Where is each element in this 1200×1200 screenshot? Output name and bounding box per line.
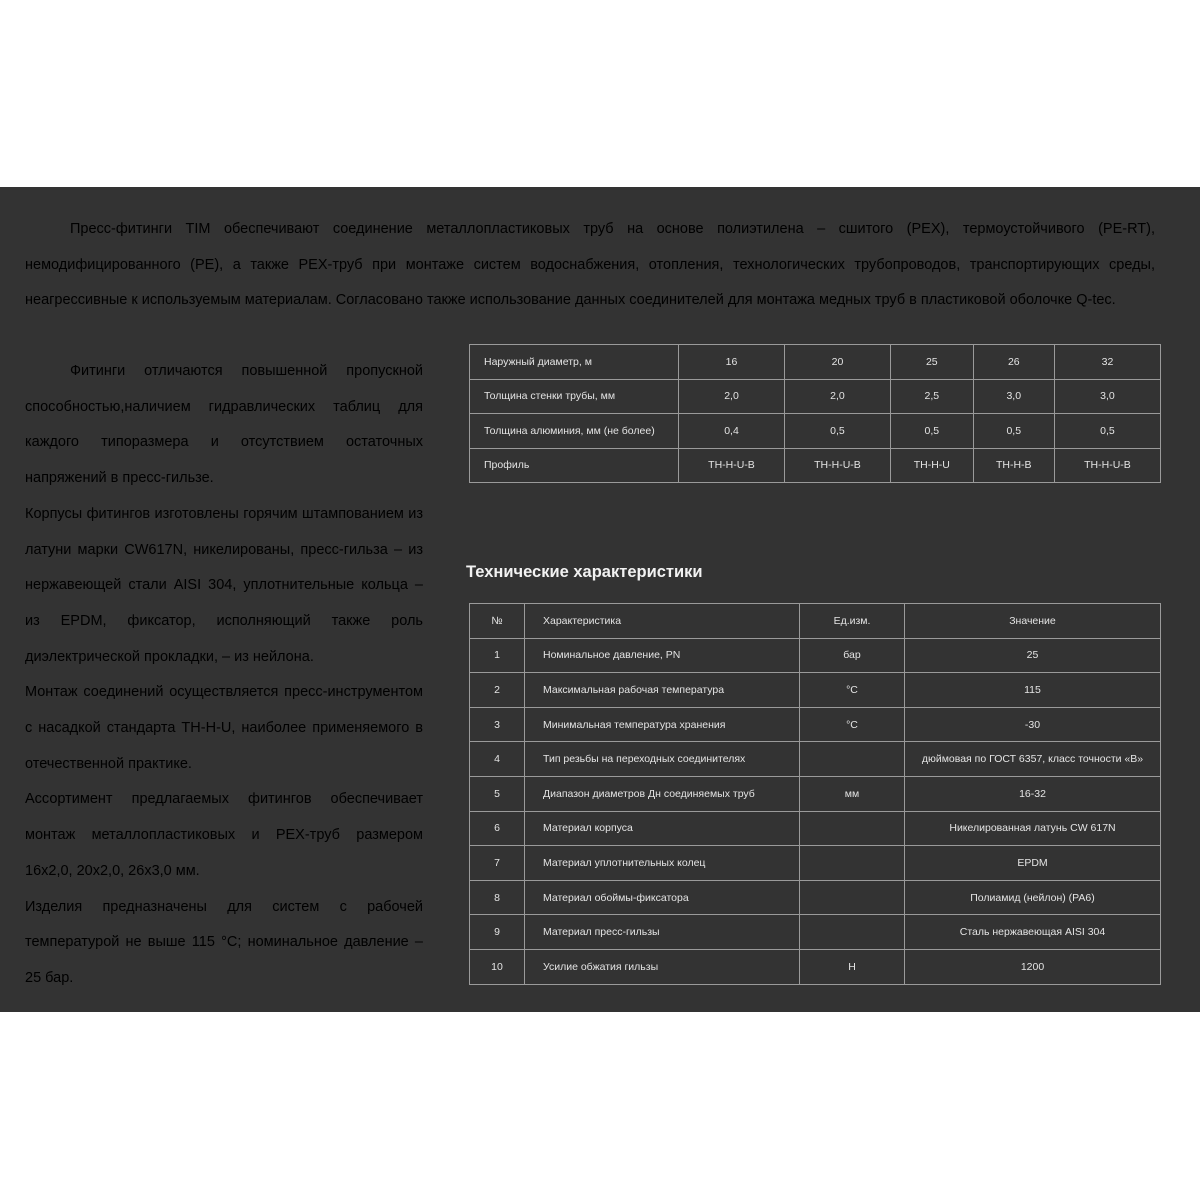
table-row	[470, 915, 1161, 950]
spec-unit: °С	[800, 707, 905, 742]
spec-name: Минимальная температура хранения	[525, 707, 800, 742]
table-row	[470, 742, 1161, 777]
spec-name: Номинальное давление, PN	[525, 638, 800, 673]
header-cell: Значение	[905, 604, 1161, 639]
spec-unit: бар	[800, 638, 905, 673]
spec-value: 115	[905, 673, 1161, 708]
spec-name: Усилие обжатия гильзы	[525, 949, 800, 984]
specs-heading: Технические характеристики	[466, 563, 703, 581]
spec-value: -30	[905, 707, 1161, 742]
row-label: Наружный диаметр, м	[470, 345, 679, 380]
description-paragraph: Ассортимент предлагаемых фитингов обеспечивает монтаж металлопластиковых и PEX-труб размером 16х2,0, 20х2,0, 26х3,0 мм.	[25, 791, 423, 879]
table-cell: 2,0	[784, 379, 890, 414]
table-row	[470, 448, 1161, 483]
description-paragraph: Корпусы фитингов изготовлены горячим штампованием из латуни марки CW617N, никелированы, пресс-гильза – из нержавеющей стали AISI 304, уплотнительные кольца – из EPDM, фиксатор, исполняющий также роль диэлектрической прокладки, – из нейлона.	[25, 505, 423, 665]
table-row	[470, 345, 1161, 380]
table-cell: 3,0	[1054, 379, 1160, 414]
row-number: 4	[470, 742, 525, 777]
spec-name: Материал корпуса	[525, 811, 800, 846]
spec-name: Тип резьбы на переходных соединителях	[525, 742, 800, 777]
spec-unit	[800, 915, 905, 950]
description-paragraph: Изделия предназначены для систем с рабочей температурой не выше 115 °С; номинальное давление – 25 бар.	[25, 898, 423, 986]
spec-unit	[800, 846, 905, 881]
spec-value: 25	[905, 638, 1161, 673]
spec-value: EPDM	[905, 846, 1161, 881]
spec-unit: мм	[800, 776, 905, 811]
row-number: 2	[470, 673, 525, 708]
table-row	[470, 638, 1161, 673]
spec-unit	[800, 811, 905, 846]
description-paragraph: Фитинги отличаются повышенной пропускной способностью,наличием гидравлических таблиц для каждого типоразмера и отсутствием остаточных напряжений в пресс-гильзе.	[25, 363, 423, 487]
table-cell: 25	[890, 345, 973, 380]
table-row	[470, 379, 1161, 414]
spec-value: Никелированная латунь CW 617N	[905, 811, 1161, 846]
spec-value: дюймовая по ГОСТ 6357, класс точности «В»	[905, 742, 1161, 777]
spec-value: 16-32	[905, 776, 1161, 811]
table-row	[470, 707, 1161, 742]
table-row	[470, 776, 1161, 811]
table-cell: 0,5	[973, 414, 1054, 449]
spec-unit: °С	[800, 673, 905, 708]
table-cell: TH-H-U	[890, 448, 973, 483]
table-row	[470, 414, 1161, 449]
table-row	[470, 880, 1161, 915]
spec-name: Диапазон диаметров Дн соединяемых труб	[525, 776, 800, 811]
table-row	[470, 811, 1161, 846]
table-row	[470, 949, 1161, 984]
table-cell: TH-H-U-B	[784, 448, 890, 483]
table-cell: TH-H-B	[973, 448, 1054, 483]
table-row	[470, 673, 1161, 708]
table-cell: 32	[1054, 345, 1160, 380]
table-cell: 16	[679, 345, 785, 380]
table-header-row	[470, 604, 1161, 639]
row-label: Толщина стенки трубы, мм	[470, 379, 679, 414]
table-cell: 0,5	[784, 414, 890, 449]
row-number: 5	[470, 776, 525, 811]
spec-unit: Н	[800, 949, 905, 984]
table-cell: 20	[784, 345, 890, 380]
table-row	[470, 846, 1161, 881]
header-cell: Характеристика	[525, 604, 800, 639]
table-cell: 0,5	[1054, 414, 1160, 449]
spec-value: 1200	[905, 949, 1161, 984]
table-cell: 2,5	[890, 379, 973, 414]
table-cell: TH-H-U-B	[1054, 448, 1160, 483]
specifications-table	[469, 603, 1161, 985]
spec-name: Материал уплотнительных колец	[525, 846, 800, 881]
spec-unit	[800, 880, 905, 915]
table-cell: 0,5	[890, 414, 973, 449]
row-number: 1	[470, 638, 525, 673]
table-cell: 3,0	[973, 379, 1054, 414]
spec-name: Материал пресс-гильзы	[525, 915, 800, 950]
table-cell: 2,0	[679, 379, 785, 414]
row-number: 9	[470, 915, 525, 950]
row-label: Профиль	[470, 448, 679, 483]
row-number: 8	[470, 880, 525, 915]
spec-unit	[800, 742, 905, 777]
description-column	[25, 354, 423, 997]
spec-name: Максимальная рабочая температура	[525, 673, 800, 708]
row-label: Толщина алюминия, мм (не более)	[470, 414, 679, 449]
description-paragraph: Монтаж соединений осуществляется пресс-инструментом с насадкой стандарта TH-H-U, наиболее применяемого в отечественной практике.	[25, 684, 423, 772]
pipe-dimensions-table	[469, 344, 1161, 483]
intro-paragraph: Пресс-фитинги TIM обеспечивают соединение металлопластиковых труб на основе полиэтилена – сшитого (PEX), термоустойчивого (PE-RT), немодифицированного (PE), а также PEX-труб при монтаже систем водоснабжения, отопления, технологических трубопроводов, транспортирующих среды, неагрессивные к используемым материалам. Согласовано также использование данных соединителей для монтажа медных труб в пластиковой оболочке Q-tec.	[25, 221, 1155, 308]
table-cell: 0,4	[679, 414, 785, 449]
row-number: 10	[470, 949, 525, 984]
row-number: 6	[470, 811, 525, 846]
row-number: 3	[470, 707, 525, 742]
table-cell: TH-H-U-B	[679, 448, 785, 483]
spec-value: Сталь нержавеющая AISI 304	[905, 915, 1161, 950]
row-number: 7	[470, 846, 525, 881]
spec-name: Материал обоймы-фиксатора	[525, 880, 800, 915]
header-cell: Ед.изм.	[800, 604, 905, 639]
table-cell: 26	[973, 345, 1054, 380]
spec-value: Полиамид (нейлон) (PA6)	[905, 880, 1161, 915]
header-cell: №	[470, 604, 525, 639]
